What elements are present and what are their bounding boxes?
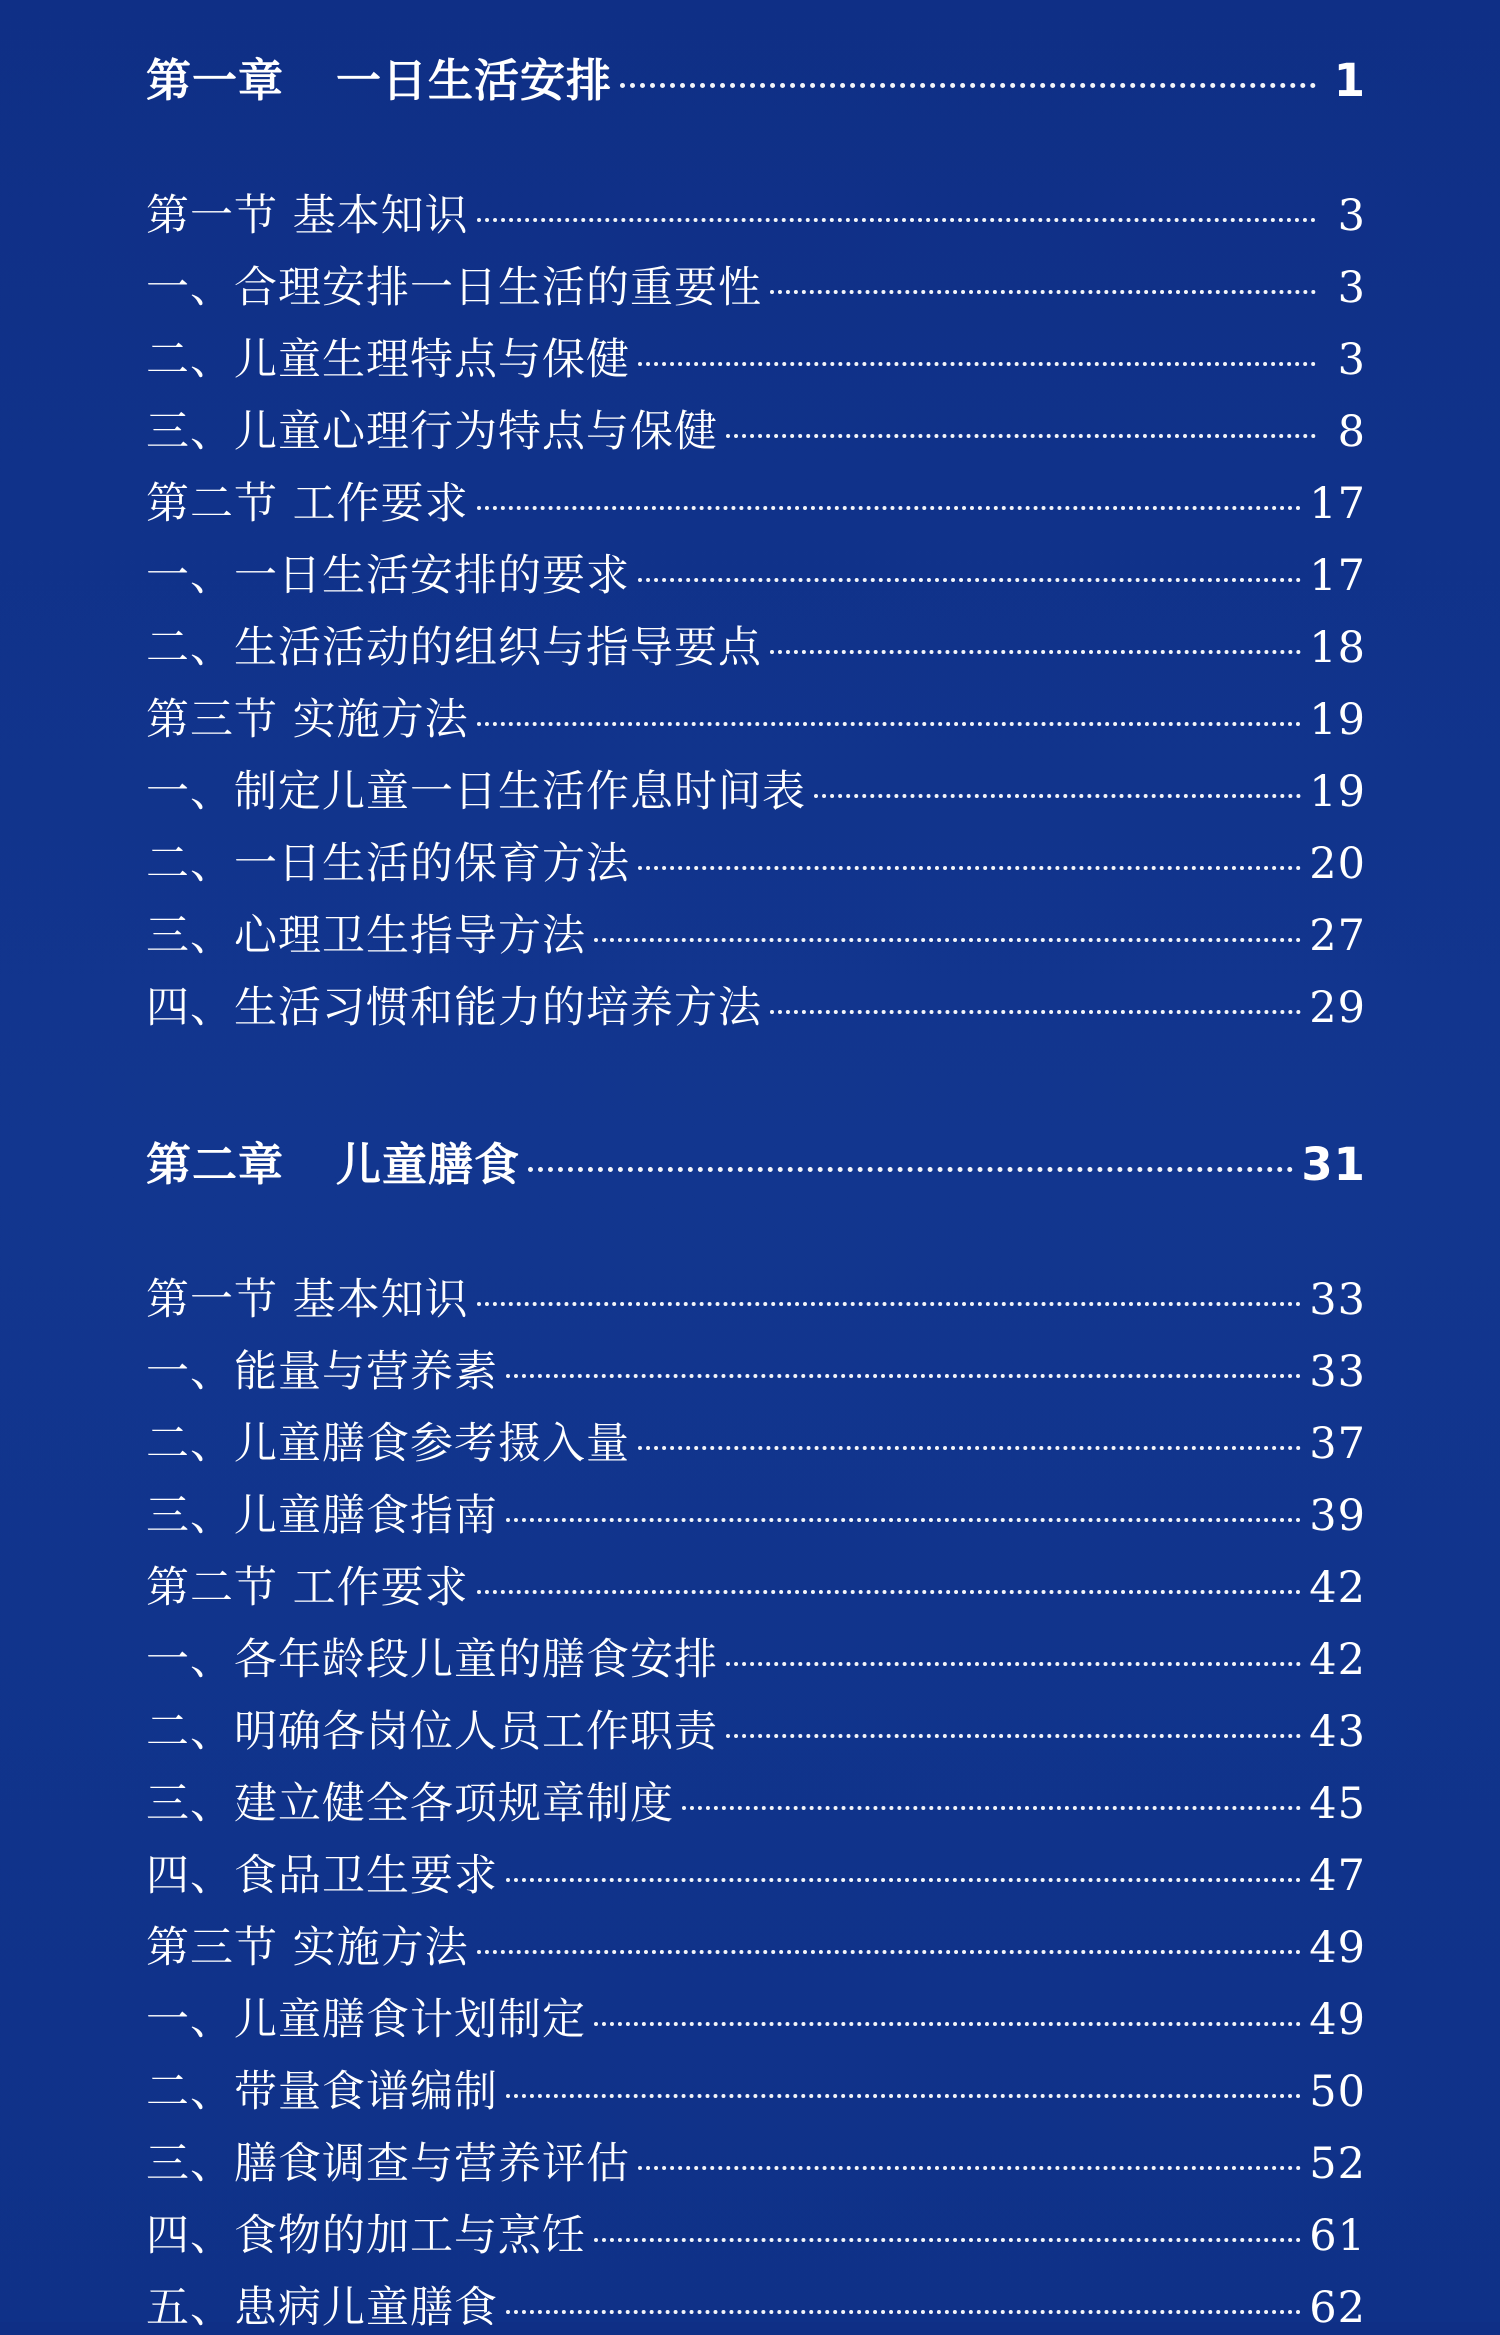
toc-entry [146, 470, 1366, 531]
toc-entry-title: 四、生活习惯和能力的培养方法 [146, 983, 762, 1033]
toc-entry [146, 1626, 1366, 1687]
toc-entry-title: 三、儿童心理行为特点与保健 [146, 407, 718, 457]
dot-leader [638, 823, 1301, 870]
toc-entry-title: 五、患病儿童膳食 [146, 2283, 498, 2333]
page-number: 39 [1309, 1491, 1366, 1541]
page-number: 18 [1309, 623, 1366, 673]
page-number: 29 [1309, 983, 1366, 1033]
dot-leader [638, 1403, 1301, 1450]
toc-entry [146, 1842, 1366, 1903]
toc-entry-title: 第二节 工作要求 [146, 1563, 469, 1613]
page-number: 19 [1309, 767, 1366, 817]
toc-entry [146, 182, 1366, 243]
toc-entry [146, 614, 1366, 675]
chapter-heading-title [146, 44, 612, 109]
page-number: 1 [1333, 54, 1366, 107]
toc-entry-title: 第一节 基本知识 [146, 1275, 469, 1325]
page-number: 33 [1309, 1347, 1366, 1397]
toc-entry [146, 1698, 1366, 1759]
toc-entry-title: 二、儿童生理特点与保健 [146, 335, 630, 385]
chapter-title: 儿童膳食 [336, 1138, 521, 1191]
page-number: 62 [1309, 2283, 1366, 2333]
page-number: 42 [1309, 1635, 1366, 1685]
toc-entry-title: 二、带量食谱编制 [146, 2067, 498, 2117]
page-number: 3 [1337, 191, 1366, 241]
dot-leader [814, 751, 1301, 798]
dot-leader [477, 463, 1302, 510]
toc-entry [146, 254, 1366, 315]
page-number: 49 [1309, 1995, 1366, 2045]
dot-leader [770, 607, 1301, 654]
toc-entry-title: 第三节 实施方法 [146, 1923, 469, 1973]
toc-entry [146, 2058, 1366, 2119]
toc-entry-title: 一、合理安排一日生活的重要性 [146, 263, 762, 313]
toc-entry-title: 二、明确各岗位人员工作职责 [146, 1707, 718, 1757]
toc-entry [146, 758, 1366, 819]
dot-leader [770, 967, 1301, 1014]
toc-entry-title: 二、一日生活的保育方法 [146, 839, 630, 889]
toc-entry [146, 1770, 1366, 1831]
toc-entry-title: 第一节 基本知识 [146, 191, 469, 241]
toc-entry [146, 1266, 1366, 1327]
dot-leader [506, 2051, 1301, 2098]
dot-leader [726, 1691, 1301, 1738]
toc-entry-title: 三、膳食调查与营养评估 [146, 2139, 630, 2189]
page-number: 17 [1309, 551, 1366, 601]
page-number: 47 [1309, 1851, 1366, 1901]
toc-entry [146, 830, 1366, 891]
dot-leader [638, 319, 1316, 366]
toc-entry-title: 一、制定儿童一日生活作息时间表 [146, 767, 806, 817]
toc-entry-title: 四、食物的加工与烹饪 [146, 2211, 586, 2261]
toc-entry-title: 三、儿童膳食指南 [146, 1491, 498, 1541]
chapter-heading-title [146, 1128, 520, 1193]
toc-entry-title: 一、一日生活安排的要求 [146, 551, 630, 601]
dot-leader [620, 38, 1316, 88]
dot-leader [477, 175, 1316, 222]
dot-leader [477, 1259, 1302, 1306]
page-number: 19 [1309, 695, 1366, 745]
dot-leader [477, 679, 1302, 726]
page-number: 37 [1309, 1419, 1366, 1469]
dot-leader [726, 1619, 1301, 1666]
chapter-number: 第一章 [146, 54, 285, 107]
toc-entry-title: 四、食品卫生要求 [146, 1851, 498, 1901]
dot-leader [638, 2123, 1301, 2170]
page-number: 3 [1337, 263, 1366, 313]
dot-leader [506, 1331, 1301, 1378]
page-number: 31 [1301, 1138, 1366, 1191]
toc-entry [146, 326, 1366, 387]
page-number: 27 [1309, 911, 1366, 961]
chapter-title: 一日生活安排 [336, 54, 613, 107]
toc-entry [146, 542, 1366, 603]
page-number: 42 [1309, 1563, 1366, 1613]
dot-leader [770, 247, 1316, 294]
toc-entry [146, 1482, 1366, 1543]
toc-entry-title: 二、生活活动的组织与指导要点 [146, 623, 762, 673]
dot-leader [528, 1122, 1293, 1172]
dot-leader [682, 1763, 1301, 1810]
toc-entry-title: 二、儿童膳食参考摄入量 [146, 1419, 630, 1469]
dot-leader [477, 1907, 1302, 1954]
dot-leader [638, 535, 1301, 582]
page-number: 61 [1309, 2211, 1366, 2261]
toc-entry [146, 1914, 1366, 1975]
dot-leader [594, 895, 1301, 942]
toc-entry [146, 398, 1366, 459]
toc-entry [146, 902, 1366, 963]
page-number: 3 [1337, 335, 1366, 385]
toc-entry [146, 1986, 1366, 2047]
toc-entry-title: 一、能量与营养素 [146, 1347, 498, 1397]
toc-entry [146, 686, 1366, 747]
page-number: 8 [1337, 407, 1366, 457]
page-number: 52 [1309, 2139, 1366, 2189]
toc-entry [146, 974, 1366, 1035]
toc-entry [146, 2130, 1366, 2191]
page-number: 50 [1309, 2067, 1366, 2117]
toc-entry-title: 三、心理卫生指导方法 [146, 911, 586, 961]
dot-leader [594, 2195, 1301, 2242]
chapter-heading [146, 44, 1366, 109]
toc-entry [146, 2202, 1366, 2263]
toc-entry [146, 1410, 1366, 1471]
page-number: 17 [1309, 479, 1366, 529]
dot-leader [506, 1475, 1301, 1522]
toc-entry-title: 一、各年龄段儿童的膳食安排 [146, 1635, 718, 1685]
toc-entry-title: 一、儿童膳食计划制定 [146, 1995, 586, 2045]
toc-entry [146, 2274, 1366, 2335]
page-number: 45 [1309, 1779, 1366, 1829]
dot-leader [506, 2267, 1301, 2314]
chapter-number: 第二章 [146, 1138, 285, 1191]
page-number: 43 [1309, 1707, 1366, 1757]
page-number: 49 [1309, 1923, 1366, 1973]
dot-leader [506, 1835, 1301, 1882]
dot-leader [477, 1547, 1302, 1594]
toc-entry-title: 三、建立健全各项规章制度 [146, 1779, 674, 1829]
toc-entry [146, 1338, 1366, 1399]
toc-entry [146, 1554, 1366, 1615]
dot-leader [726, 391, 1316, 438]
page-number: 20 [1309, 839, 1366, 889]
toc-entry-title: 第二节 工作要求 [146, 479, 469, 529]
chapter-heading [146, 1128, 1366, 1193]
toc-entry-title: 第三节 实施方法 [146, 695, 469, 745]
page-number: 33 [1309, 1275, 1366, 1325]
dot-leader [594, 1979, 1301, 2026]
